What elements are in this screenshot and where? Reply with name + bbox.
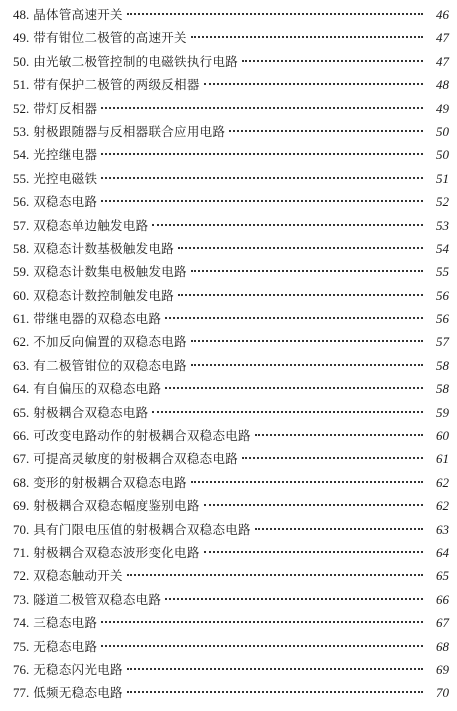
toc-entry[interactable]	[13, 447, 449, 470]
entry-title: 射极跟随器与反相器联合应用电路	[33, 123, 226, 139]
toc-entry[interactable]	[13, 143, 449, 166]
page-number: 60	[436, 428, 449, 444]
dot-leader	[178, 294, 423, 296]
entry-title: 不加反向偏置的双稳态电路	[33, 334, 187, 350]
page-number: 48	[436, 77, 449, 93]
entry-number: 60.	[13, 287, 30, 303]
toc-entry[interactable]	[13, 190, 449, 213]
entry-title: 三稳态电路	[33, 615, 98, 631]
page-number: 53	[436, 217, 449, 233]
entry-number: 49.	[13, 30, 30, 46]
toc-entry[interactable]	[13, 564, 449, 587]
toc-entry[interactable]	[13, 635, 449, 658]
dot-leader	[242, 60, 423, 62]
dot-leader	[165, 598, 423, 600]
dot-leader	[242, 457, 423, 459]
dot-leader	[229, 130, 423, 132]
dot-leader	[204, 83, 423, 85]
entry-title: 射极耦合双稳态幅度鉴别电路	[33, 498, 200, 514]
toc-entry[interactable]	[13, 658, 449, 681]
page-number: 58	[436, 381, 449, 397]
entry-number: 48.	[13, 7, 30, 22]
page-number: 58	[436, 357, 449, 373]
entry-title: 无稳态电路	[33, 638, 98, 654]
page-number: 56	[436, 287, 449, 303]
page-number: 67	[436, 615, 449, 631]
entry-title: 双稳态单边触发电路	[33, 217, 149, 233]
entry-title: 无稳态闪光电路	[33, 661, 123, 677]
toc-entry[interactable]	[13, 167, 449, 190]
toc-entry[interactable]	[13, 377, 449, 400]
entry-title: 具有门限电压值的射极耦合双稳态电路	[33, 521, 251, 537]
entry-number: 64.	[13, 381, 30, 397]
dot-leader	[191, 36, 423, 38]
toc-entry[interactable]	[13, 424, 449, 447]
dot-leader	[255, 528, 423, 530]
toc-entry[interactable]	[13, 307, 449, 330]
dot-leader	[191, 270, 423, 272]
entry-number: 68.	[13, 474, 30, 490]
toc-entry[interactable]	[13, 97, 449, 120]
entry-title: 带灯反相器	[33, 100, 98, 116]
toc-entry[interactable]	[13, 26, 449, 49]
entry-number: 66.	[13, 428, 30, 444]
page-number: 68	[436, 638, 449, 654]
dot-leader	[127, 574, 423, 576]
page-number: 70	[436, 685, 449, 701]
dot-leader	[191, 481, 423, 483]
entry-title: 射极耦合双稳态波形变化电路	[33, 544, 200, 560]
dot-leader	[127, 691, 423, 693]
entry-number: 74.	[13, 615, 30, 631]
entry-title: 可改变电路动作的射极耦合双稳态电路	[33, 428, 251, 444]
toc-entry[interactable]	[13, 518, 449, 541]
entry-number: 72.	[13, 568, 30, 584]
dot-leader	[101, 200, 423, 202]
toc-entry[interactable]	[13, 330, 449, 353]
toc-entry[interactable]	[13, 541, 449, 564]
entry-number: 50.	[13, 53, 30, 69]
entry-number: 57.	[13, 217, 30, 233]
dot-leader	[101, 177, 423, 179]
dot-leader	[152, 411, 423, 413]
toc-entry[interactable]	[13, 120, 449, 143]
entry-number: 62.	[13, 334, 30, 350]
page-number: 50	[436, 123, 449, 139]
dot-leader	[152, 224, 423, 226]
entry-number: 63.	[13, 357, 30, 373]
entry-title: 带继电器的双稳态电路	[33, 311, 162, 327]
toc-entry[interactable]	[13, 237, 449, 260]
entry-title: 光控继电器	[33, 147, 98, 163]
toc-entry[interactable]	[13, 284, 449, 307]
toc-entry[interactable]	[13, 50, 449, 73]
dot-leader	[101, 645, 423, 647]
entry-number: 73.	[13, 591, 30, 607]
entry-title: 有二极管钳位的双稳态电路	[33, 357, 187, 373]
entry-number: 71.	[13, 544, 30, 560]
entry-title: 变形的射极耦合双稳态电路	[33, 474, 187, 490]
entry-title: 光控电磁铁	[33, 170, 98, 186]
entry-number: 61.	[13, 311, 30, 327]
entry-title: 带有钳位二极管的高速开关	[33, 30, 187, 46]
toc-entry[interactable]	[13, 3, 449, 26]
entry-title: 晶体管高速开关	[33, 7, 123, 22]
page-number: 66	[436, 591, 449, 607]
entry-title: 有自偏压的双稳态电路	[33, 381, 162, 397]
entry-number: 65.	[13, 404, 30, 420]
entry-title: 带有保护二极管的两级反相器	[33, 77, 200, 93]
toc-entry[interactable]	[13, 354, 449, 377]
entry-number: 59.	[13, 264, 30, 280]
dot-leader	[204, 551, 423, 553]
dot-leader	[255, 434, 423, 436]
page-number: 49	[436, 100, 449, 116]
page-number: 56	[436, 311, 449, 327]
dot-leader	[101, 153, 423, 155]
dot-leader	[191, 340, 423, 342]
entry-number: 58.	[13, 240, 30, 256]
entry-number: 75.	[13, 638, 30, 654]
page-number: 50	[436, 147, 449, 163]
page-number: 69	[436, 661, 449, 677]
entry-title: 双稳态计数控制触发电路	[33, 287, 175, 303]
page-number: 63	[436, 521, 449, 537]
page-number: 65	[436, 568, 449, 584]
toc-entry[interactable]	[13, 471, 449, 494]
dot-leader	[101, 107, 423, 109]
entry-title: 双稳态计数基极触发电路	[33, 240, 175, 256]
dot-leader	[204, 504, 423, 506]
entry-number: 70.	[13, 521, 30, 537]
dot-leader	[165, 387, 423, 389]
page-number: 51	[436, 170, 449, 186]
entry-number: 55.	[13, 170, 30, 186]
entry-title: 双稳态计数集电极触发电路	[33, 264, 187, 280]
toc-entry[interactable]	[13, 260, 449, 283]
dot-leader	[127, 668, 423, 670]
page-number: 47	[436, 30, 449, 46]
entry-number: 56.	[13, 194, 30, 210]
entry-title: 由光敏二极管控制的电磁铁执行电路	[33, 53, 239, 69]
toc-entry[interactable]	[13, 681, 449, 704]
page-number: 46	[436, 7, 449, 22]
toc-entry[interactable]	[13, 611, 449, 634]
page-number: 59	[436, 404, 449, 420]
page-number: 54	[436, 240, 449, 256]
entry-title: 可提高灵敏度的射极耦合双稳态电路	[33, 451, 239, 467]
entry-number: 69.	[13, 498, 30, 514]
dot-leader	[101, 621, 423, 623]
page-number: 52	[436, 194, 449, 210]
table-of-contents	[13, 3, 449, 705]
entry-title: 双稳态电路	[33, 194, 98, 210]
entry-title: 隧道二极管双稳态电路	[33, 591, 162, 607]
toc-entry[interactable]	[13, 214, 449, 237]
dot-leader	[165, 317, 423, 319]
entry-title: 低频无稳态电路	[33, 685, 123, 701]
page-number: 47	[436, 53, 449, 69]
page-number: 64	[436, 544, 449, 560]
toc-entry[interactable]	[13, 401, 449, 424]
page-number: 57	[436, 334, 449, 350]
entry-number: 54.	[13, 147, 30, 163]
entry-title: 双稳态触动开关	[33, 568, 123, 584]
dot-leader	[127, 13, 423, 15]
entry-number: 52.	[13, 100, 30, 116]
entry-number: 53.	[13, 123, 30, 139]
toc-entry[interactable]	[13, 588, 449, 611]
entry-number: 67.	[13, 451, 30, 467]
entry-number: 51.	[13, 77, 30, 93]
toc-entry[interactable]	[13, 73, 449, 96]
page-number: 61	[436, 451, 449, 467]
page-number: 62	[436, 498, 449, 514]
entry-number: 76.	[13, 661, 30, 677]
entry-number: 77.	[13, 685, 30, 701]
entry-title: 射极耦合双稳态电路	[33, 404, 149, 420]
toc-entry[interactable]	[13, 494, 449, 517]
dot-leader	[191, 364, 423, 366]
page-number: 62	[436, 474, 449, 490]
page-number: 55	[436, 264, 449, 280]
dot-leader	[178, 247, 423, 249]
